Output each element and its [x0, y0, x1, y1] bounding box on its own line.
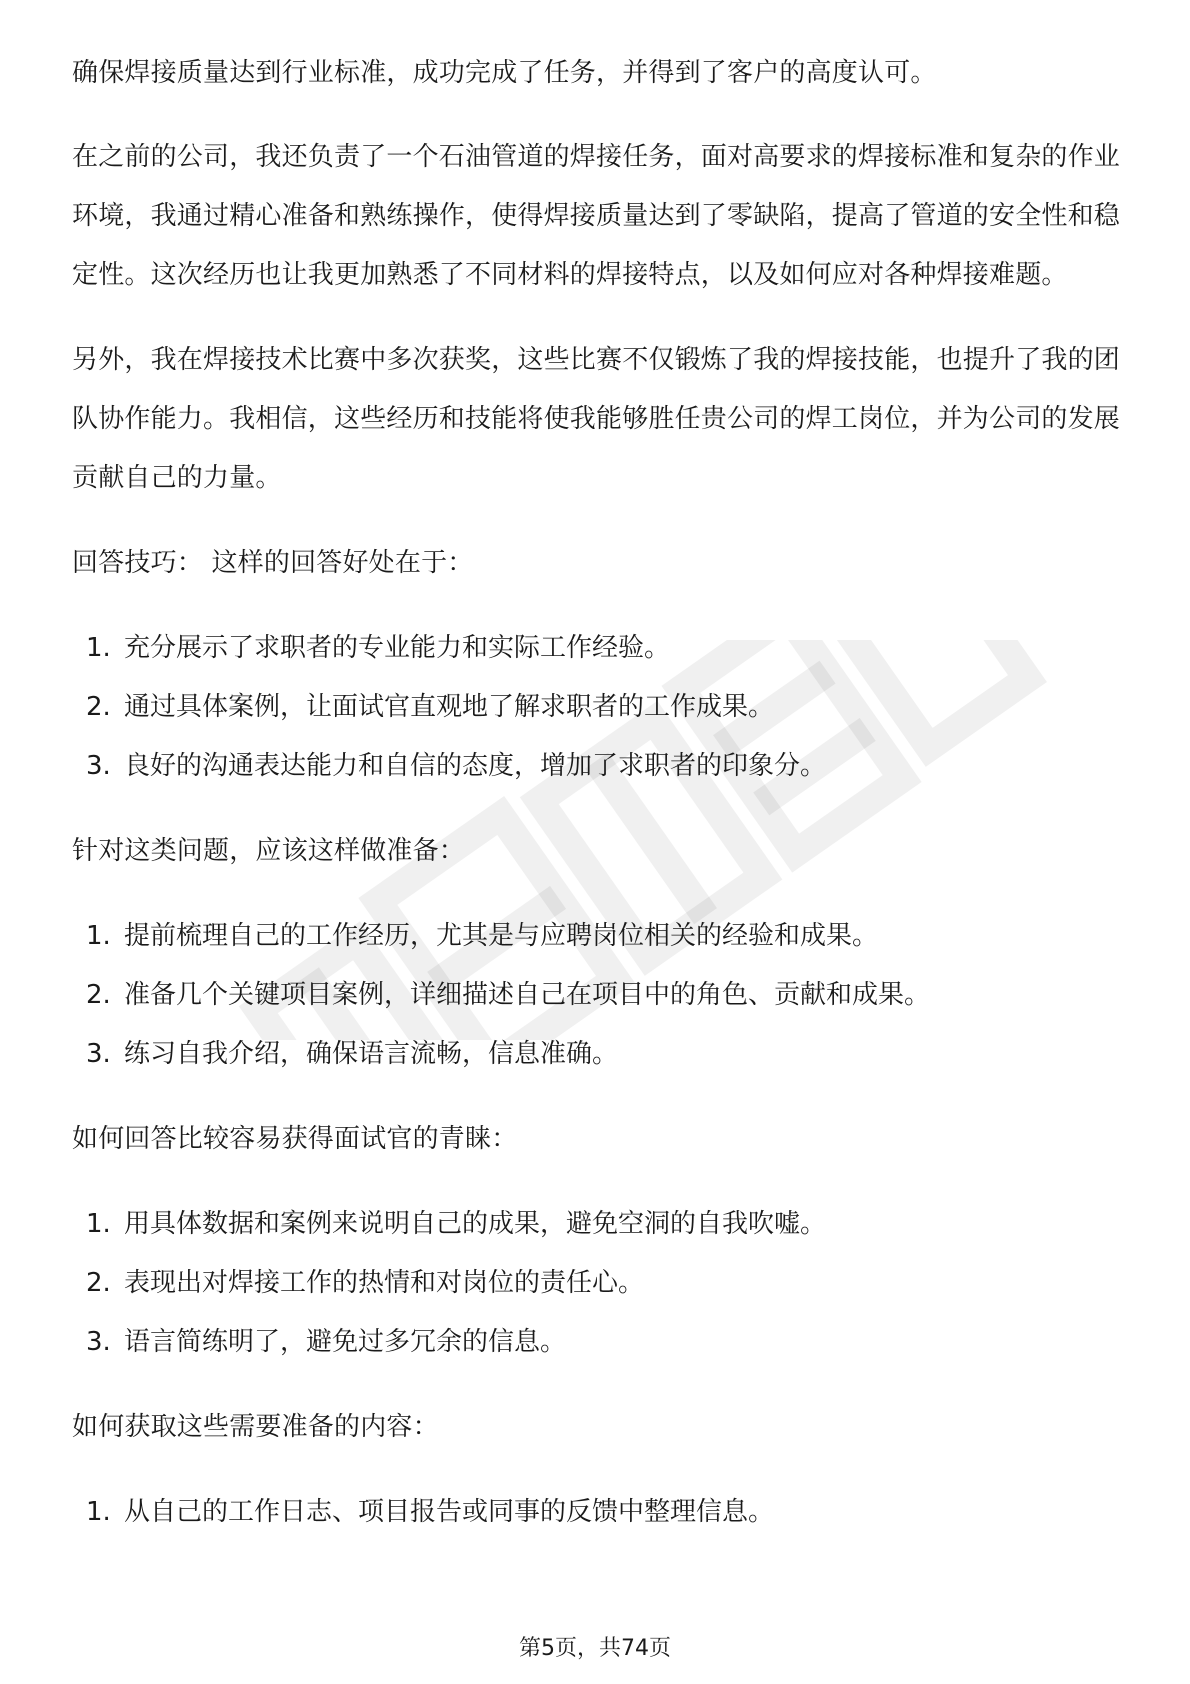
- list-text: 练习自我介绍，确保语言流畅，信息准确。: [124, 1039, 619, 1069]
- page-number-footer: 第5页，共74页: [519, 1636, 671, 1661]
- prepare-list: [72, 907, 1122, 1084]
- list-text: 语言简练明了，避免过多冗余的信息。: [124, 1327, 567, 1357]
- list-text: 良好的沟通表达能力和自信的态度，增加了求职者的印象分。: [124, 751, 827, 781]
- list-item: [72, 737, 1122, 796]
- list-text: 准备几个关键项目案例，详细描述自己在项目中的角色、贡献和成果。: [124, 980, 931, 1010]
- section-heading-source: 如何获取这些需要准备的内容：: [72, 1412, 439, 1442]
- paragraph: 另外，我在焊接技术比赛中多次获奖，这些比赛不仅锻炼了我的焊接技能，也提升了我的团队协作能力。我相信，这些经历和技能将使我能够胜任贵公司的焊工岗位，并为公司的发展贡献自己的力量。: [72, 345, 1121, 493]
- document-body: [72, 44, 1122, 1568]
- section-heading-tips: 回答技巧： 这样的回答好处在于：: [72, 548, 474, 578]
- list-number: 1.: [86, 1209, 111, 1239]
- list-number: 1.: [86, 921, 111, 951]
- list-number: 1.: [86, 1497, 111, 1527]
- list-text: 提前梳理自己的工作经历，尤其是与应聘岗位相关的经验和成果。: [124, 921, 879, 951]
- list-number: 2.: [86, 692, 111, 722]
- list-item: [72, 1254, 1122, 1313]
- source-list: [72, 1483, 1122, 1542]
- section-heading-prepare: 针对这类问题，应该这样做准备：: [72, 836, 466, 866]
- list-number: 3.: [86, 751, 111, 781]
- tips-list: [72, 619, 1122, 796]
- list-number: 3.: [86, 1327, 111, 1357]
- list-text: 用具体数据和案例来说明自己的成果，避免空洞的自我吹嘘。: [124, 1209, 827, 1239]
- section-heading-favor: 如何回答比较容易获得面试官的青睐：: [72, 1124, 518, 1154]
- list-item: [72, 1195, 1122, 1254]
- paragraph: 确保焊接质量达到行业标准，成功完成了任务，并得到了客户的高度认可。: [72, 58, 937, 88]
- list-item: [72, 1483, 1122, 1542]
- list-item: [72, 1025, 1122, 1084]
- list-item: [72, 966, 1122, 1025]
- list-number: 3.: [86, 1039, 111, 1069]
- list-item: [72, 619, 1122, 678]
- list-number: 1.: [86, 633, 111, 663]
- list-number: 2.: [86, 980, 111, 1010]
- list-text: 充分展示了求职者的专业能力和实际工作经验。: [124, 633, 671, 663]
- list-item: [72, 1313, 1122, 1372]
- favor-list: [72, 1195, 1122, 1372]
- paragraph: 在之前的公司，我还负责了一个石油管道的焊接任务，面对高要求的焊接标准和复杂的作业环境，我通过精心准备和熟练操作，使得焊接质量达到了零缺陷，提高了管道的安全性和稳定性。这次经历也让我更加熟悉了不同材料的焊接特点，以及如何应对各种焊接难题。: [72, 142, 1121, 290]
- list-text: 通过具体案例，让面试官直观地了解求职者的工作成果。: [124, 692, 775, 722]
- list-text: 从自己的工作日志、项目报告或同事的反馈中整理信息。: [124, 1497, 775, 1527]
- list-item: [72, 678, 1122, 737]
- list-text: 表现出对焊接工作的热情和对岗位的责任心。: [124, 1268, 645, 1298]
- list-number: 2.: [86, 1268, 111, 1298]
- list-item: [72, 907, 1122, 966]
